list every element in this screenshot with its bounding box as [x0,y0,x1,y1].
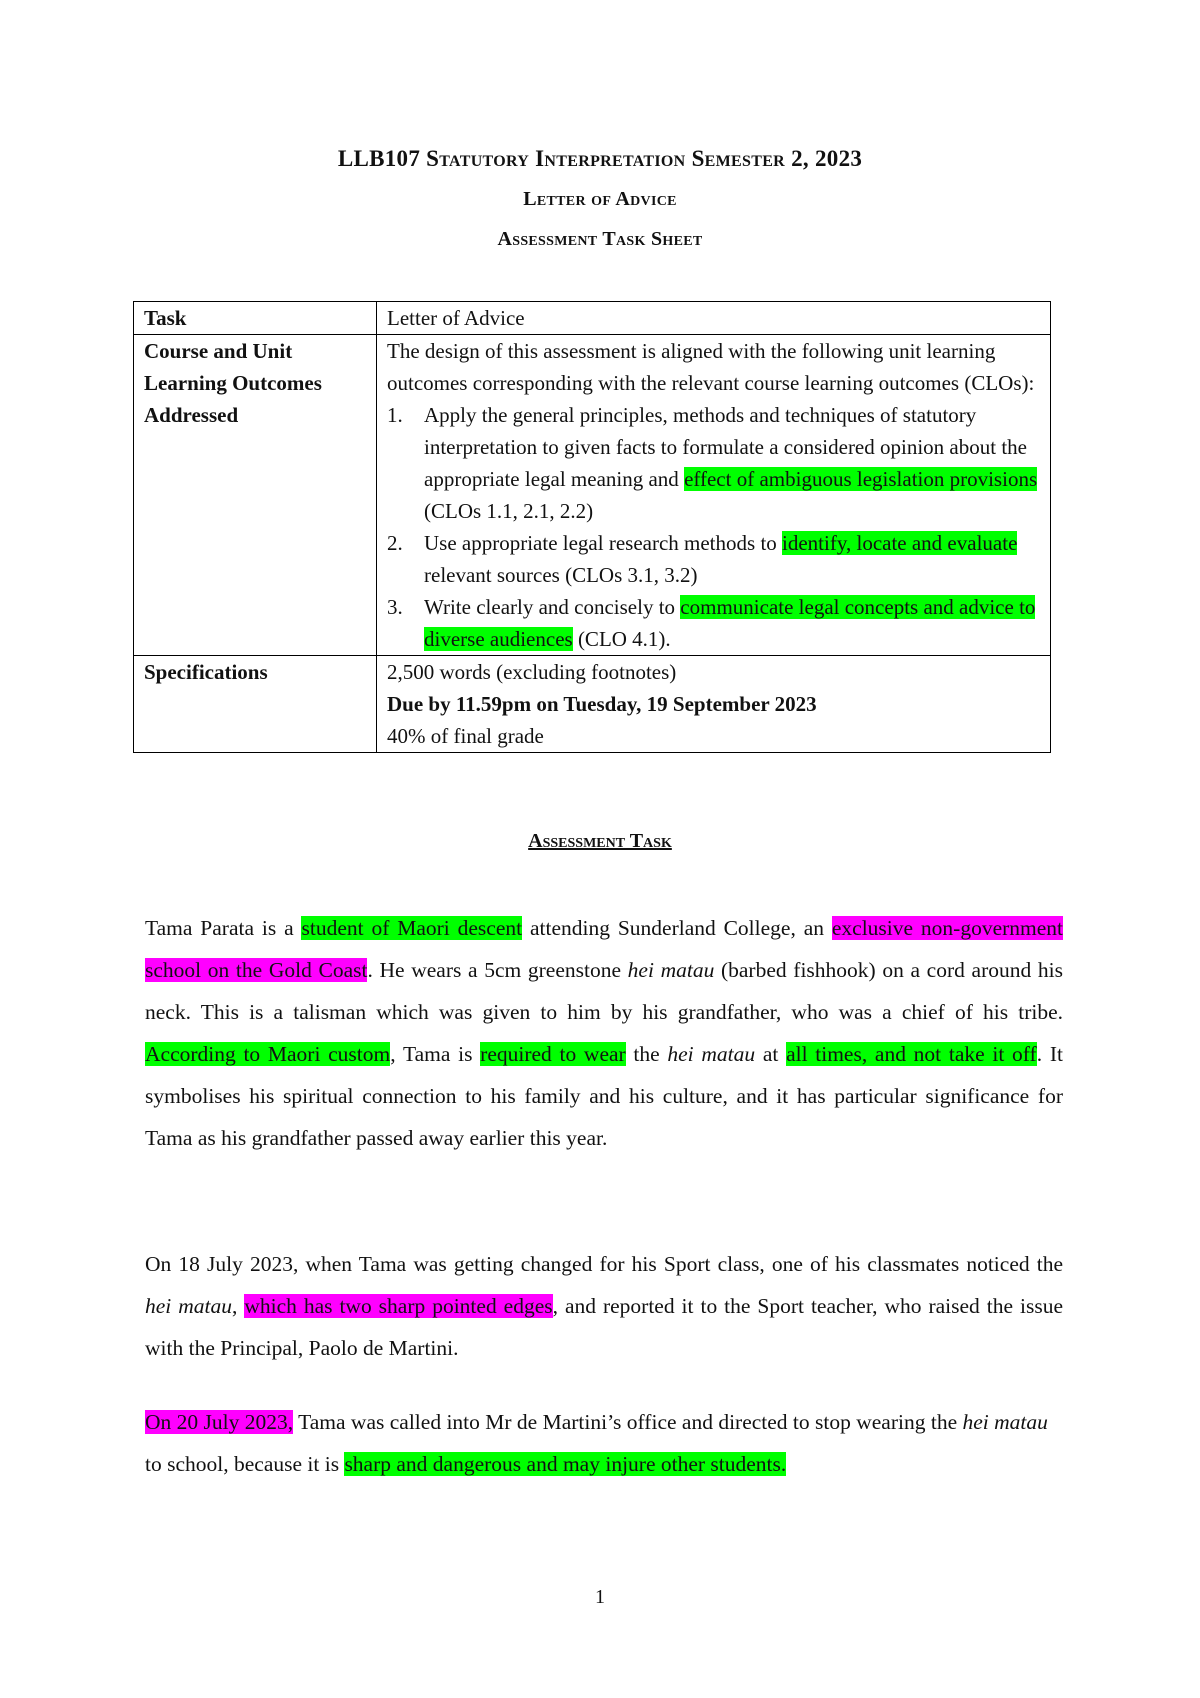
text-span: (barbed fishhook) on a cord around his neck. This is a talisman which was given to him by his grandfather, who was a chief of his tribe. [145,957,1063,1024]
item-text: Apply the general principles, methods and techniques of statutory interpretation to given facts to formulate a considered opinion about the appropriate legal meaning and [424,403,1027,491]
grade-weight: 40% of final grade [387,724,544,748]
highlight-green: identify, locate and evaluate [782,531,1018,555]
specifications-cell [377,656,1051,753]
list-number: 2. [387,531,403,555]
document-title: LLB107 Statutory Interpretation Semester 2, 2023 [337,146,863,171]
highlight-green: all times, and not take it off [786,1041,1037,1066]
text-span: , [231,1293,245,1318]
task-value: Letter of Advice [377,302,1051,335]
due-date: Due by 11.59pm on Tuesday, 19 September 2023 [387,692,817,716]
highlight-magenta: exclusive non-government school on the Gold Coast [145,915,1064,982]
list-item [387,591,1050,655]
text-span: , Tama is [390,1041,481,1066]
list-number: 3. [387,595,403,619]
outcomes-intro: The design of this assessment is aligned with the following unit learning outcomes corresponding with the relevant course learning outcomes (CLOs): [387,339,1035,395]
list-number: 1. [387,403,403,427]
list-item [387,399,1050,527]
text-span: at [755,1041,787,1066]
highlight-magenta: On 20 July 2023, [145,1409,294,1434]
text-span: . It symbolises his spiritual connection to his family and his culture, and it has particular significance for Tama as his grandfather passed away earlier this year. [145,1041,1063,1150]
task-label: Task [134,302,377,335]
highlight-green: required to wear [480,1041,626,1066]
text-span: Tama Parata is a [145,915,302,940]
table-row [134,335,1051,656]
outcomes-label: Course and Unit Learning Outcomes Addressed [134,335,377,656]
table-row [134,656,1051,753]
text-span: . He wears a 5cm greenstone [367,957,628,982]
task-table [133,301,1051,753]
text-span: attending Sunderland College, an [522,915,832,940]
italic-term: hei matau [962,1409,1048,1434]
paragraph-1 [145,907,1063,1159]
text-span: the [625,1041,668,1066]
text-span: to school, because it is [145,1451,345,1476]
item-text: Use appropriate legal research methods to [424,531,783,555]
highlight-green: According to Maori custom [145,1041,391,1066]
specifications-label: Specifications [134,656,377,753]
section-heading: Assessment Task [528,830,672,852]
item-text: relevant sources (CLOs 3.1, 3.2) [424,563,698,587]
item-text: (CLOs 1.1, 2.1, 2.2) [424,499,594,523]
page-number: 1 [595,1586,605,1608]
item-text: Write clearly and concisely to [424,595,681,619]
italic-term: hei matau [667,1041,756,1066]
word-count: 2,500 words (excluding footnotes) [387,660,677,684]
paragraph-3 [145,1401,1063,1485]
highlight-green: communicate legal concepts and advice to diverse audiences [424,595,1036,651]
italic-term: hei matau [627,957,715,982]
highlight-green: sharp and dangerous and may injure other students. [344,1451,787,1476]
outcomes-cell [377,335,1051,656]
document-subtitle: Letter of Advice [523,188,677,210]
paragraph-2 [145,1243,1063,1369]
italic-term: hei matau [145,1293,232,1318]
list-item [387,527,1050,591]
text-span: Tama was called into Mr de Martini’s office and directed to stop wearing the [293,1409,963,1434]
highlight-green: student of Maori descent [301,915,523,940]
text-span: , and reported it to the Sport teacher, who raised the issue with the Principal, Paolo de Martini. [145,1293,1063,1360]
document-subtitle-2: Assessment Task Sheet [497,228,703,250]
table-row [134,302,1051,335]
outcomes-list [387,399,1050,655]
highlight-green: effect of ambiguous legislation provisions [684,467,1038,491]
item-text: (CLO 4.1). [572,627,671,651]
text-span: On 18 July 2023, when Tama was getting changed for his Sport class, one of his classmates noticed the [145,1251,1063,1276]
highlight-magenta: which has two sharp pointed edges [244,1293,553,1318]
